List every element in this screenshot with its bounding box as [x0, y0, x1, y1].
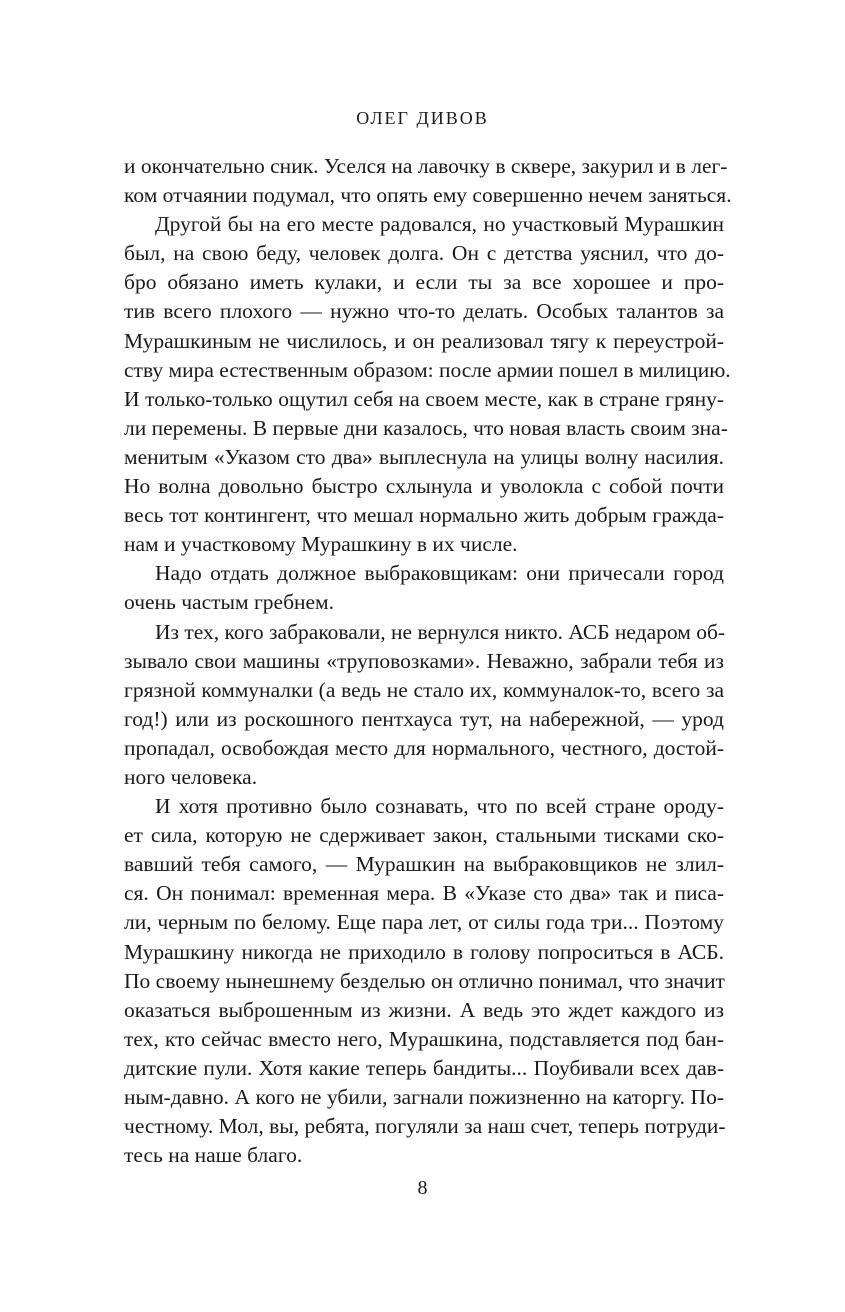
- page-number: 8: [417, 1177, 428, 1199]
- text-line: ного человека.: [124, 764, 258, 789]
- text-line: Но волна довольно быстро схлынула и уволокла с собой почти: [124, 474, 724, 499]
- text-line: оказаться выброшенным из жизни. А ведь это ждет каждого из: [124, 997, 724, 1022]
- text-line: вавший тебя самого, — Мурашкин на выбраковщиков не злил-: [124, 852, 724, 877]
- text-line: менитым «Указом сто два» выплеснула на улицы волну насилия.: [124, 444, 724, 469]
- text-line: Надо отдать должное выбраковщикам: они причесали город: [155, 561, 724, 586]
- text-line: год!) или из роскошного пентхауса тут, на набережной, — урод: [124, 706, 724, 731]
- body-text: [124, 152, 732, 1170]
- text-line: был, на свою беду, человек долга. Он с детства уяснил, что до-: [124, 241, 724, 266]
- text-line: бро обязано иметь кулаки, и если ты за все хорошее и про-: [124, 270, 724, 295]
- running-head: ОЛЕГ ДИВОВ: [356, 108, 489, 128]
- text-line: ком отчаянии подумал, что опять ему совершенно нечем заняться.: [124, 183, 732, 208]
- text-line: Мурашкиным не числилось, и он реализовал тягу к переустрой-: [124, 328, 724, 353]
- text-line: И только-только ощутил себя на своем месте, как в стране гряну-: [124, 386, 724, 411]
- text-line: ству мира естественным образом: после армии пошел в милицию.: [124, 357, 731, 382]
- text-line: Из тех, кого забраковали, не вернулся никто. АСБ недаром об-: [155, 619, 726, 644]
- text-line: нам и участковому Мурашкину в их числе.: [124, 532, 518, 557]
- text-line: Другой бы на его месте радовался, но участковый Мурашкин: [155, 212, 724, 237]
- text-line: тех, кто сейчас вместо него, Мурашкина, подставляется под бан-: [124, 1026, 724, 1051]
- text-line: ли перемены. В первые дни казалось, что новая власть своим зна-: [124, 415, 728, 440]
- text-line: весь тот контингент, что мешал нормально жить добрым гражда-: [124, 503, 724, 528]
- text-line: грязной коммуналки (а ведь не стало их, коммуналок-то, всего за: [124, 677, 724, 702]
- text-line: Мурашкину никогда не приходило в голову попроситься в АСБ.: [124, 939, 724, 964]
- text-line: ли, черным по белому. Еще пара лет, от силы года три... Поэтому: [124, 910, 724, 935]
- text-line: ет сила, которую не сдерживает закон, стальными тисками ско-: [124, 823, 724, 848]
- text-line: зывало свои машины «труповозками». Неважно, забрали тебя из: [124, 648, 724, 673]
- text-line: и окончательно сник. Уселся на лавочку в сквере, закурил и в лег-: [124, 154, 728, 178]
- text-line: ся. Он понимал: временная мера. В «Указе сто два» так и писа-: [124, 881, 724, 906]
- text-line: тив всего плохого — нужно что-то делать. Особых талантов за: [124, 299, 724, 324]
- text-line: ным-давно. А кого не убили, загнали пожизненно на каторгу. По-: [124, 1085, 724, 1109]
- text-line: дитские пули. Хотя какие теперь бандиты... Поубивали всех дав-: [124, 1055, 724, 1080]
- text-line: По своему нынешнему безделью он отлично понимал, что значит: [124, 968, 725, 993]
- text-line: тесь на наше благо.: [124, 1143, 303, 1168]
- text-line: очень частым гребнем.: [124, 590, 335, 615]
- text-line: пропадал, освобождая место для нормального, честного, достой-: [124, 735, 724, 760]
- text-line: И хотя противно было сознавать, что по всей стране ороду-: [155, 794, 724, 819]
- text-line: честному. Мол, вы, ребята, погуляли за наш счет, теперь потруди-: [124, 1114, 726, 1139]
